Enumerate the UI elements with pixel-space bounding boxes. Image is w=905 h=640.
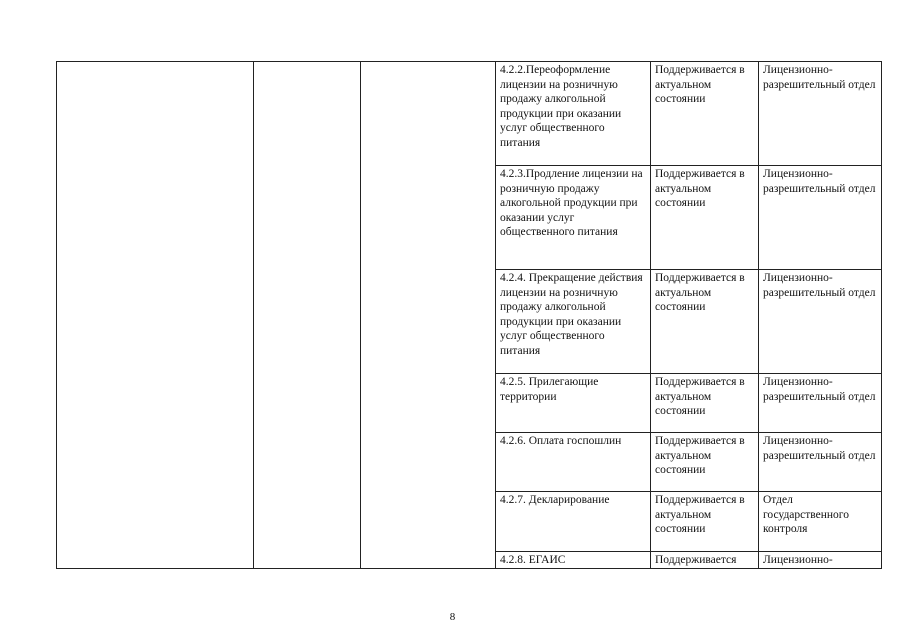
status-text: Поддерживается bbox=[655, 554, 737, 566]
department-cell bbox=[759, 62, 882, 166]
department-cell bbox=[759, 270, 882, 374]
department-text: Лицензионно- bbox=[763, 554, 833, 566]
status-text: Поддерживается в актуальном состоянии bbox=[655, 376, 745, 418]
services-table bbox=[56, 61, 882, 569]
service-cell bbox=[496, 270, 651, 374]
department-text: Лицензионно-разрешительный отдел bbox=[763, 435, 876, 462]
department-text: Отдел государственного контроля bbox=[763, 494, 849, 536]
department-cell bbox=[759, 166, 882, 270]
service-cell bbox=[496, 374, 651, 433]
department-cell bbox=[759, 374, 882, 433]
page-number: 8 bbox=[449, 611, 456, 623]
table-row bbox=[57, 62, 882, 166]
status-text: Поддерживается в актуальном состоянии bbox=[655, 494, 745, 536]
status-cell bbox=[651, 433, 759, 492]
department-text: Лицензионно-разрешительный отдел bbox=[763, 272, 876, 299]
service-cell bbox=[496, 166, 651, 270]
status-cell bbox=[651, 552, 759, 569]
service-text: 4.2.5. Прилегающие территории bbox=[500, 376, 599, 403]
empty-cell-col2 bbox=[254, 62, 361, 569]
status-cell bbox=[651, 166, 759, 270]
status-cell bbox=[651, 374, 759, 433]
department-cell bbox=[759, 492, 882, 552]
empty-cell-col3 bbox=[361, 62, 496, 569]
status-cell bbox=[651, 62, 759, 166]
service-text: 4.2.6. Оплата госпошлин bbox=[500, 435, 622, 447]
service-cell bbox=[496, 62, 651, 166]
status-text: Поддерживается в актуальном состоянии bbox=[655, 435, 745, 477]
service-text: 4.2.4. Прекращение действия лицензии на розничную продажу алкогольной продукции при оказании услуг общественного питания bbox=[500, 272, 643, 357]
department-text: Лицензионно-разрешительный отдел bbox=[763, 376, 876, 403]
status-text: Поддерживается в актуальном состоянии bbox=[655, 168, 745, 210]
empty-cell-col1 bbox=[57, 62, 254, 569]
service-cell bbox=[496, 552, 651, 569]
status-text: Поддерживается в актуальном состоянии bbox=[655, 64, 745, 106]
service-text: 4.2.2.Переоформление лицензии на розничную продажу алкогольной продукции при оказании услуг общественного питания bbox=[500, 64, 622, 149]
status-text: Поддерживается в актуальном состоянии bbox=[655, 272, 745, 314]
service-text: 4.2.7. Декларирование bbox=[500, 494, 610, 506]
service-cell bbox=[496, 433, 651, 492]
status-cell bbox=[651, 270, 759, 374]
service-text: 4.2.8. ЕГАИС bbox=[500, 554, 566, 566]
service-text: 4.2.3.Продление лицензии на розничную продажу алкогольной продукции при оказании услуг общественного питания bbox=[500, 168, 643, 239]
department-text: Лицензионно-разрешительный отдел bbox=[763, 64, 876, 91]
service-cell bbox=[496, 492, 651, 552]
status-cell bbox=[651, 492, 759, 552]
department-text: Лицензионно-разрешительный отдел bbox=[763, 168, 876, 195]
department-cell bbox=[759, 552, 882, 569]
department-cell bbox=[759, 433, 882, 492]
